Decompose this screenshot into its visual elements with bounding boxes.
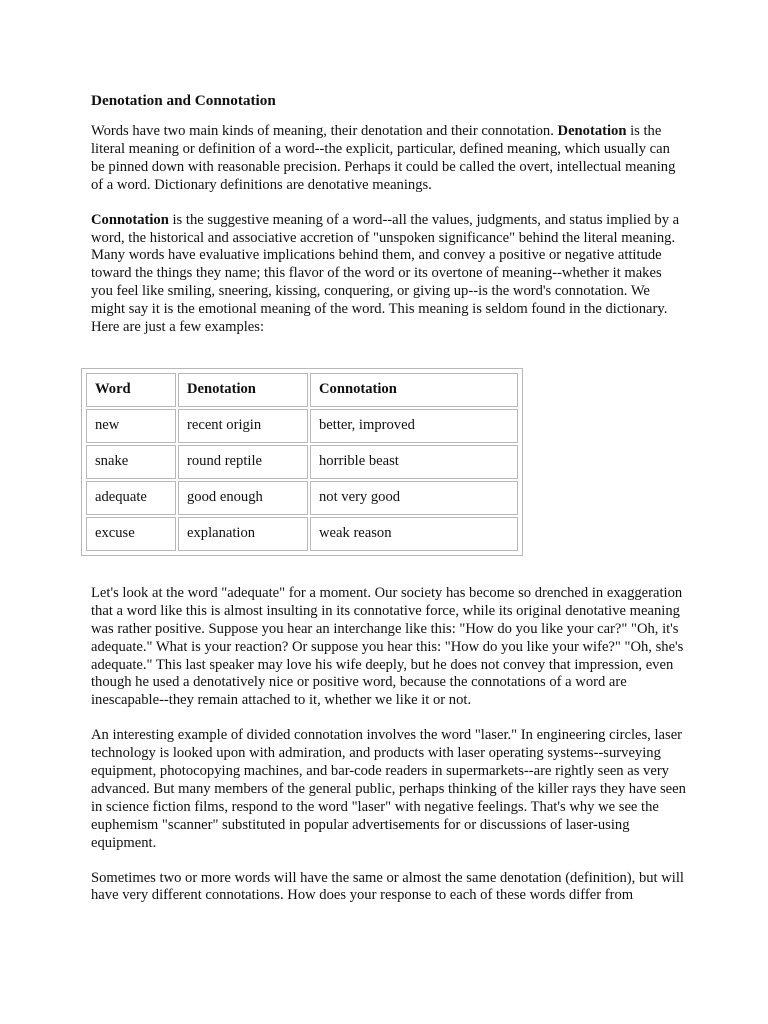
cell-connotation: better, improved [310, 409, 518, 443]
cell-connotation: horrible beast [310, 445, 518, 479]
examples-table-frame [81, 368, 523, 556]
cell-word: excuse [86, 517, 176, 551]
header-word: Word [86, 373, 176, 407]
table-header-row [86, 373, 518, 407]
examples-table [84, 371, 520, 553]
paragraph-text: is the literal meaning or definition of a word--the explicit, particular, defined meaning, which usually can be pinned down with reasonable precision. Perhaps it could be called the overt, intellectual meaning of a word. Dictionary definitions are denotative meanings. [91, 123, 676, 193]
table-row [86, 409, 518, 443]
paragraph-denotation [91, 123, 686, 195]
cell-connotation: weak reason [310, 517, 518, 551]
cell-word: snake [86, 445, 176, 479]
cell-denotation: recent origin [178, 409, 308, 443]
paragraph-adequate: Let's look at the word "adequate" for a moment. Our society has become so drenched in exaggeration that a word like this is almost insulting in its connotative force, while its original denotative meaning was rather positive. Suppose you hear an interchange like this: "How do you like your car?" "Oh, it's adequate." What is your reaction? Or suppose you hear this: "How do you like your wife?" "Oh, she's adequate." This last speaker may love his wife deeply, but he does not convey that impression, even though he used a denotatively nice or positive word, because the connotations of a word are inescapable--they remain attached to it, whether we like it or not. [91, 584, 684, 709]
page-title: Denotation and Connotation [91, 92, 276, 109]
cell-word: adequate [86, 481, 176, 515]
cell-word: new [86, 409, 176, 443]
paragraph-text: Words have two main kinds of meaning, their denotation and their connotation. [91, 123, 558, 139]
header-connotation: Connotation [310, 373, 518, 407]
cell-denotation: round reptile [178, 445, 308, 479]
term-denotation: Denotation [557, 123, 627, 139]
paragraph-same-denotation: Sometimes two or more words will have the same or almost the same denotation (definition), but will have very different connotations. How does your response to each of these words differ from [91, 869, 684, 904]
header-denotation: Denotation [178, 373, 308, 407]
paragraph-laser: An interesting example of divided connotation involves the word "laser." In engineering circles, laser technology is looked upon with admiration, and products with laser operating systems--surveying equipment, photocopying machines, and bar-code readers in supermarkets--are rightly seen as very advanced. But many members of the general public, perhaps thinking of the killer rays they have seen in science fiction films, respond to the word "laser" with negative feelings. That's why we see the euphemism "scanner" substituted in popular advertisements for or discussions of laser-using equipment. [91, 727, 686, 851]
table-row [86, 481, 518, 515]
cell-denotation: explanation [178, 517, 308, 551]
term-connotation: Connotation [91, 211, 169, 228]
paragraph-text: is the suggestive meaning of a word--all the values, judgments, and status implied by a word, the historical and associative accretion of "unspoken significance" behind the literal meaning. Many words have evaluative implications behind them, and convey a positive or negative attitude toward the things they name; this flavor of the word or its overtone of meaning--whether it makes you feel like smiling, sneering, kissing, conquering, or giving up--is the word's connotation. We might say it is the emotional meaning of the word. This meaning is seldom found in the dictionary. Here are just a few examples: [91, 211, 680, 336]
table-row [86, 517, 518, 551]
paragraph-connotation [91, 212, 686, 337]
cell-connotation: not very good [310, 481, 518, 515]
document-page [91, 91, 686, 922]
cell-denotation: good enough [178, 481, 308, 515]
table-row [86, 445, 518, 479]
